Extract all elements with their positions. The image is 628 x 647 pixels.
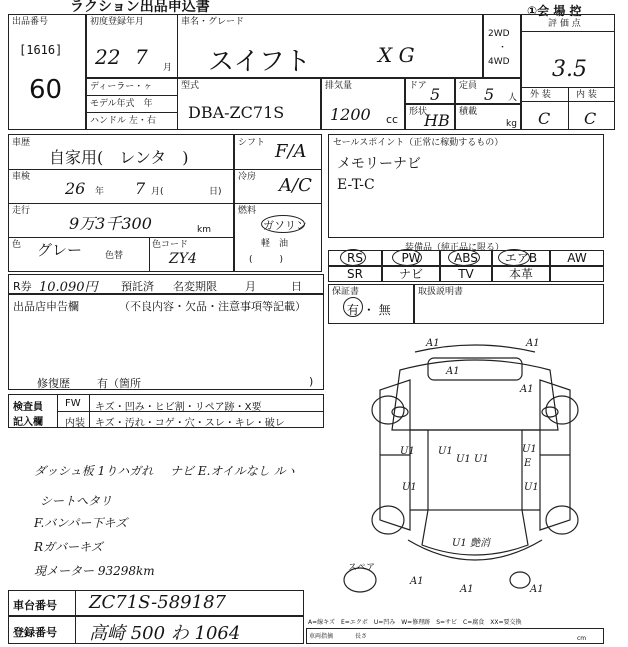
capacity-label: 定員 (459, 81, 478, 91)
equipment-blank (550, 266, 604, 282)
front-window-outline (428, 358, 522, 380)
fuel-label: 燃料 (238, 206, 257, 216)
color-label: 色 (12, 240, 22, 250)
color-code-label: 色コード (152, 240, 189, 250)
plate-label: 登録番号 (13, 626, 57, 639)
registration-label: 初度登録年月 (90, 17, 145, 27)
history-box (8, 134, 234, 272)
venue-copy-label: ①会 場 控 (527, 4, 582, 18)
damage-mark-10: E (524, 458, 532, 469)
seller-notes-label: 出品店申告欄 (13, 300, 79, 313)
type-box (177, 78, 321, 130)
seller-notes-box (8, 294, 324, 390)
equipment-type-box (234, 134, 322, 272)
capacity-unit: 人 (508, 93, 518, 103)
seller-notes-detail: （不良内容・欠品・注意事項等記載） (119, 300, 306, 313)
manual-label: 取扱説明書 (418, 287, 464, 297)
damage-mark-9: U1 (522, 444, 537, 455)
color-change-label: 色替 (105, 251, 124, 261)
damage-mark-2: A1 (526, 338, 540, 349)
load-box (455, 104, 521, 130)
front-right-wheel (546, 396, 578, 424)
remark-2: ナビ E.オイルなし ルヽ (170, 464, 298, 478)
fuel-paren: ( ) (249, 255, 284, 265)
capacity-box (455, 78, 521, 104)
equipment-label: 装備品（純正品に限る） (405, 243, 505, 253)
damage-mark-11: U1 (524, 482, 539, 493)
chassis-label: 車台番号 (13, 599, 57, 612)
equipment-airbag-circle (498, 249, 530, 266)
interior-label: 内 装 (576, 90, 597, 100)
damage-mark-15: U1 艶消 (452, 538, 490, 549)
legend-bottom-box (306, 628, 604, 644)
plate-box (8, 616, 304, 644)
doors-box (405, 78, 455, 104)
spare-label: スペア (348, 563, 376, 573)
load-label: 積載 (459, 107, 478, 117)
equipment-sr-label: SR (347, 267, 363, 281)
inspection-year-unit: 年 (95, 187, 105, 197)
mileage-label: 走行 (12, 206, 31, 216)
chassis-value: ZC71S-589187 (89, 592, 226, 613)
damage-mark-1: A1 (426, 338, 440, 349)
auction-number: [1616] (19, 43, 63, 57)
usage-value: 自家用( レンタ ) (49, 148, 189, 167)
equipment-pw-label: PW (401, 251, 421, 265)
repair-close: ) (309, 375, 314, 388)
name-change-label: 名変期限 (173, 280, 217, 293)
interior-grade: C (584, 109, 597, 128)
damage-mark-7: U1 (438, 446, 453, 457)
inspection-month-unit: 月( (151, 187, 164, 197)
recycle-amount: 10.090円 (39, 280, 98, 295)
recycle-box (8, 274, 324, 294)
name-change-month: 月 (245, 280, 256, 293)
engine-box (321, 78, 405, 130)
inspector-fw-label: FW (65, 398, 81, 409)
inspection-month: 7 (135, 179, 146, 198)
type-label: 型式 (181, 81, 200, 91)
equipment-navi (382, 266, 440, 282)
warranty-label: 保証書 (332, 287, 360, 297)
registration-month-unit: 月 (163, 63, 173, 73)
selling-points-label: セールスポイント（正常に稼動するもの） (333, 138, 504, 148)
form-title: ラクション出品申込書 (70, 0, 210, 15)
dealer-label: ディーラー・ヶ (90, 82, 153, 92)
dealer-box (86, 78, 178, 130)
inspection-day-unit: 日) (209, 187, 222, 197)
legend-bottom-a: 車両指摘 (309, 633, 334, 640)
hood-outline (392, 360, 558, 430)
legend-bottom-c: cm (577, 635, 587, 642)
repair-label: 修復歴 (37, 377, 70, 390)
front-left-wheel (372, 396, 404, 424)
inspector-label-2: 記入欄 (13, 417, 43, 428)
selling-point-1: メモリーナビ (337, 156, 421, 172)
exterior-grade: C (538, 109, 551, 128)
inspector-interior-text: キズ・汚れ・コゲ・穴・スレ・キレ・破レ (95, 418, 285, 429)
equipment-sr (328, 266, 382, 282)
damage-legend: A=線キズ E=エクボ U=凹み W=修理跡 S=サビ C=腐食 XX=要交換 (308, 619, 522, 626)
inspector-interior-label: 内装 (65, 418, 85, 429)
equipment-leather (492, 266, 550, 282)
warranty-box (328, 284, 414, 324)
warranty-value: 有 ・ 無 (347, 303, 391, 317)
capacity-value: 5 (484, 85, 495, 104)
shape-box (405, 104, 455, 130)
selling-point-2: E-T-C (337, 177, 375, 193)
handle-label: ハンドル 左・右 (90, 116, 156, 126)
type-value: DBA-ZC71S (188, 103, 285, 122)
engine-unit: cc (386, 113, 399, 126)
drive-box (483, 14, 521, 78)
roof-outline (428, 430, 522, 510)
shape-value: HB (424, 111, 450, 130)
inspection-year: 26 (65, 179, 86, 198)
aircon-value: A/C (279, 175, 312, 196)
registration-month: 7 (135, 45, 148, 69)
color-value: グレー (37, 241, 83, 259)
color-code-value: ZY4 (169, 251, 197, 267)
damage-mark-3: A1 (446, 366, 460, 377)
remark-6: 現メーター 93298km (34, 564, 155, 578)
damage-mark-6: U1 (402, 482, 417, 493)
manual-box (414, 284, 604, 324)
repair-value: 有（箇所 (97, 377, 141, 390)
doors-value: 5 (430, 85, 441, 104)
selling-points-box (328, 134, 604, 238)
usage-label: 車歴 (12, 138, 31, 148)
exterior-label: 外 装 (530, 90, 551, 100)
model-name-value: スイフト (208, 47, 311, 77)
fuel-diesel: 軽 油 (261, 239, 289, 249)
inspector-box (8, 394, 324, 428)
inspector-label-1: 検査員 (13, 402, 43, 413)
equipment-abs-label: ABS (454, 251, 478, 265)
registration-box (86, 14, 178, 78)
score-label: 評 価 点 (548, 19, 581, 29)
warranty-circle (343, 297, 363, 317)
equipment-rs-label: RS (347, 251, 363, 265)
damage-mark-5: U1 (400, 446, 415, 457)
inspector-fw-text: キズ・凹み・ヒビ割・リペア跡・X要 (95, 402, 262, 413)
legend-bottom-b: 長さ (355, 633, 368, 640)
equipment-rs-circle (340, 249, 366, 266)
plate-value: 高崎 500 わ 1064 (89, 623, 241, 644)
damage-mark-12: A1 (410, 576, 424, 587)
equipment-tv-label: TV (458, 267, 474, 281)
model-name-box (177, 14, 483, 78)
inspection-label: 車検 (12, 172, 31, 182)
engine-value: 1200 (330, 105, 371, 124)
equipment-aw (550, 250, 604, 266)
load-unit: kg (506, 119, 517, 129)
rear-right-wheel (546, 506, 578, 534)
car-condition-diagram (330, 330, 620, 600)
doors-label: ドア (409, 81, 427, 91)
remark-5: Rガバーキズ (34, 540, 103, 554)
chassis-box (8, 590, 304, 616)
lot-number: 60 (29, 75, 63, 105)
mileage-value: 9万3千300 (69, 214, 152, 233)
engine-label: 排気量 (325, 81, 353, 91)
remark-4: F.バンパー下キズ (34, 516, 128, 530)
mileage-unit: km (197, 225, 211, 235)
damage-mark-8: U1 U1 (456, 454, 489, 465)
rear-left-wheel (372, 506, 404, 534)
score-value: 3.5 (552, 57, 587, 82)
lot-box (8, 14, 86, 130)
model-year-label: モデル年式 年 (90, 99, 153, 109)
equipment-leather-label: 本革 (508, 267, 533, 281)
equipment-abs-circle (448, 249, 480, 266)
drive-separator: ・ (498, 43, 508, 53)
equipment-aw-label: AW (567, 251, 587, 265)
damage-mark-14: A1 (530, 584, 544, 595)
remark-1: ダッシュ板 1りハガれ (34, 464, 154, 478)
damage-mark-4: A1 (520, 384, 534, 395)
shift-value: F/A (275, 141, 307, 162)
lot-label: 出品番号 (12, 17, 49, 27)
aircon-label: 冷房 (238, 172, 257, 182)
shape-label: 形状 (409, 107, 428, 117)
model-name-label: 車名・グレード (181, 17, 245, 27)
equipment-tv (440, 266, 492, 282)
remark-3: シートへタリ (40, 494, 113, 508)
recycle-deposit: 預託済 (121, 280, 154, 293)
recycle-label: R券 (13, 280, 32, 293)
grade-value: X G (378, 43, 415, 67)
drive-2wd: 2WD (488, 29, 510, 39)
equipment-airbag-label: エアB (504, 251, 538, 265)
registration-year: 22 (95, 45, 121, 69)
score-box (521, 14, 615, 130)
name-change-day: 日 (291, 280, 302, 293)
equipment-pw-circle (392, 249, 422, 266)
drive-4wd: 4WD (488, 57, 510, 67)
shift-label: シフト (238, 138, 266, 148)
damage-mark-13: A1 (460, 584, 474, 595)
equipment-navi-label: ナビ (398, 267, 423, 281)
fuel-value: ガソリン (263, 219, 307, 232)
